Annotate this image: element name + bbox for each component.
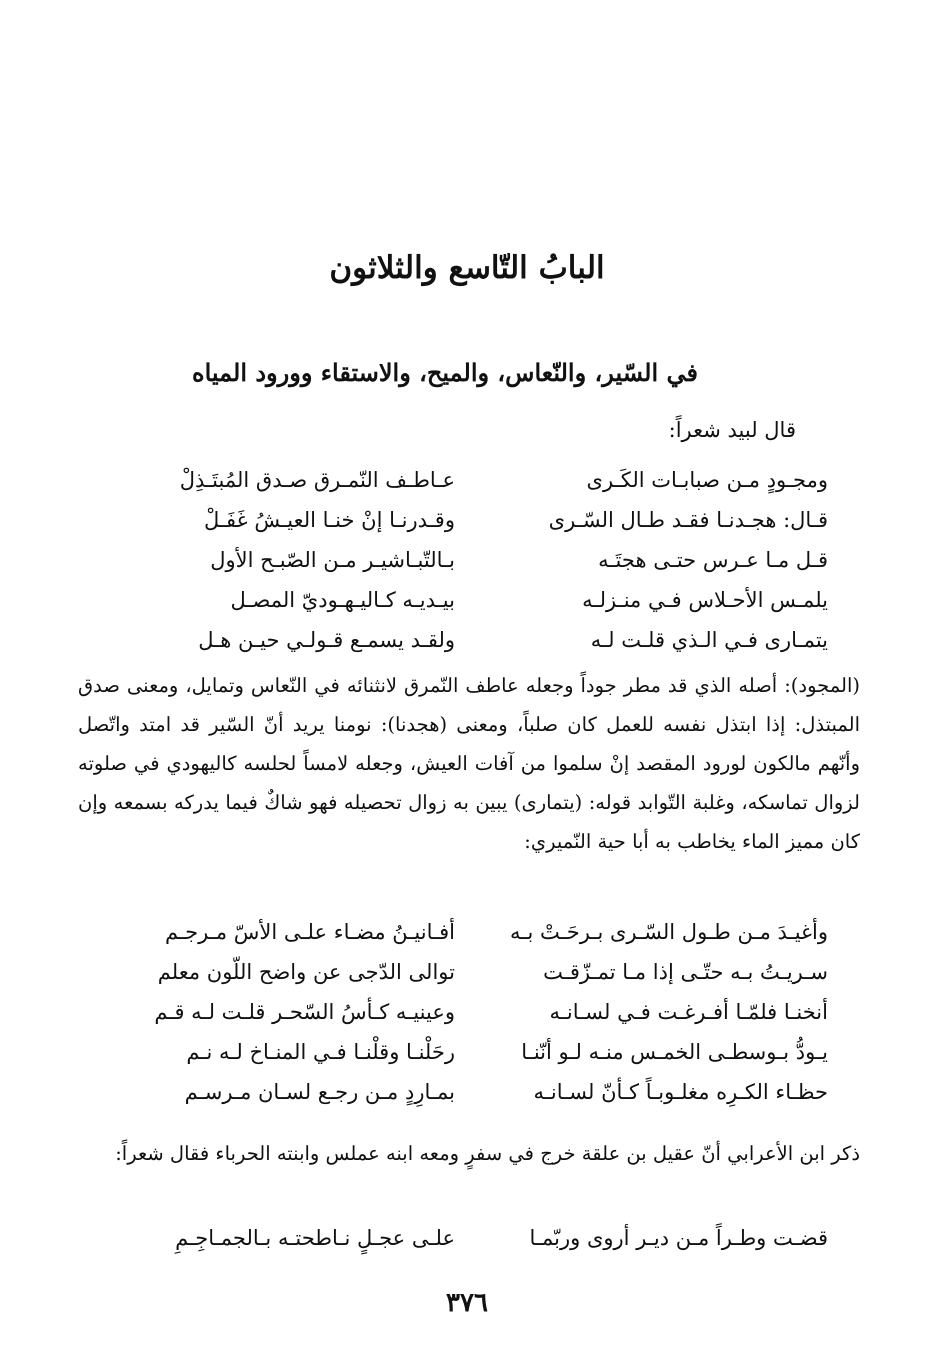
commentary-paragraph: ذكر ابن الأعرابي أنّ عقيل بن علقة خرج في سفرٍ ومعه ابنه عملس وابنته الحرباء فقال شعراً: — [115, 1142, 860, 1165]
page-number: ٣٧٦ — [446, 1288, 488, 1318]
verse — [100, 1040, 840, 1080]
verse-second-hemistich: عـاطـف النّمـرق صـدق المُبتَـذِلْ — [179, 468, 455, 492]
verse-first-hemistich: قـال: هجـدنـا فقـد طـال السّـرى — [548, 508, 828, 532]
verse — [100, 548, 840, 588]
verse-first-hemistich: أنخنـا فلمّـا أفـرغـت فـي لسـانـه — [549, 1000, 828, 1024]
verse-second-hemistich: رحَلْنـا وقلْنـا فـي المنـاخ لـه نـم — [186, 1040, 455, 1064]
verse-second-hemistich: وقـدرنـا إنْ خنـا العيـشُ غَفَـلْ — [203, 508, 455, 532]
verse-first-hemistich: يتمـارى فـي الـذي قلـت لـه — [590, 628, 828, 652]
verse-second-hemistich: توالى الدّجى عن واضح اللّون معلم — [157, 960, 455, 984]
verse-second-hemistich: ولقـد يسمـع قـولـي حيـن هـل — [198, 628, 455, 652]
verse-second-hemistich: بـالتّبـاشيـر مـن الصّبـح الأول — [210, 548, 455, 572]
verse-second-hemistich: بمـارِدٍ مـن رجـع لسـان مـرسـم — [184, 1080, 455, 1104]
poem-intro: قال لبيد شعراً: — [668, 418, 796, 442]
verse-second-hemistich: بيـديـه كـاليـهـوديّ المصـل — [230, 588, 455, 612]
verse — [100, 508, 840, 548]
verse-second-hemistich: علـى عجـلٍ نـاطحتـه بـالجمـاجِـمِ — [175, 1226, 455, 1250]
verse — [100, 588, 840, 628]
verse-first-hemistich: ومجـودٍ مـن صبابـات الكَـرى — [586, 468, 828, 492]
verse — [100, 920, 840, 960]
verse-first-hemistich: سـريـتُ بـه حتّـى إذا مـا تمـزّقـت — [543, 960, 828, 984]
poem-3 — [100, 1226, 840, 1266]
commentary-paragraph: (المجود): أصله الذي قد مطر جوداً وجعله عاطف النّمرق لانثنائه في النّعاس وتمايل، ومعنى صدق المبتذل: إذا ابتذل نفسه للعمل كان صلباً، ومعنى (هجدنا): نومنا يريد أنّ السّير قد امتد واتّصل وأنّهم مالكون لورود المقصد إنْ سلموا من آفات العيش، وجعله لامساً لحلسه كاليهودي في صلوته لزوال تماسكه، وغلبة التّوابد قوله: (يتمارى) يبين به زوال تحصيله فهو شاكٌ فيما يدركه بسمعه وإن كان مميز الماء يخاطب به أبا حية النّميري: — [78, 674, 860, 853]
verse-first-hemistich: يـودُّ بـوسطـى الخمـس منـه لـو أنّنـا — [521, 1040, 828, 1064]
chapter-title: البابُ التّاسع والثلاثون — [329, 250, 605, 286]
verse-first-hemistich: يلمـس الأحـلاس فـي منـزلـه — [582, 588, 828, 612]
verse-second-hemistich: أفـانيـنُ مضـاء علـى الأسّ مـرجـم — [164, 920, 455, 944]
poem-1 — [100, 468, 840, 668]
verse-first-hemistich: وأغيـدَ مـن طـول السّـرى بـرحَـتْ بـه — [510, 920, 828, 944]
verse — [100, 468, 840, 508]
verse-first-hemistich: قـل مـا عـرس حتـى هجتَـه — [598, 548, 828, 572]
verse — [100, 1226, 840, 1266]
verse — [100, 628, 840, 668]
section-title: في السّير، والنّعاس، والميح، والاستقاء وورود المياه — [192, 358, 698, 387]
verse — [100, 1080, 840, 1120]
verse-first-hemistich: قضـت وطـراً مـن ديـر أروى وربّمـا — [529, 1226, 828, 1250]
poem-2 — [100, 920, 840, 1120]
verse — [100, 960, 840, 1000]
verse-second-hemistich: وعينيـه كـأسُ السّحـر قلـت لـه قـم — [154, 1000, 455, 1024]
verse-first-hemistich: حظـاء الكـرِه مغلـوبـاً كـأنّ لسـانـه — [533, 1080, 828, 1104]
verse — [100, 1000, 840, 1040]
